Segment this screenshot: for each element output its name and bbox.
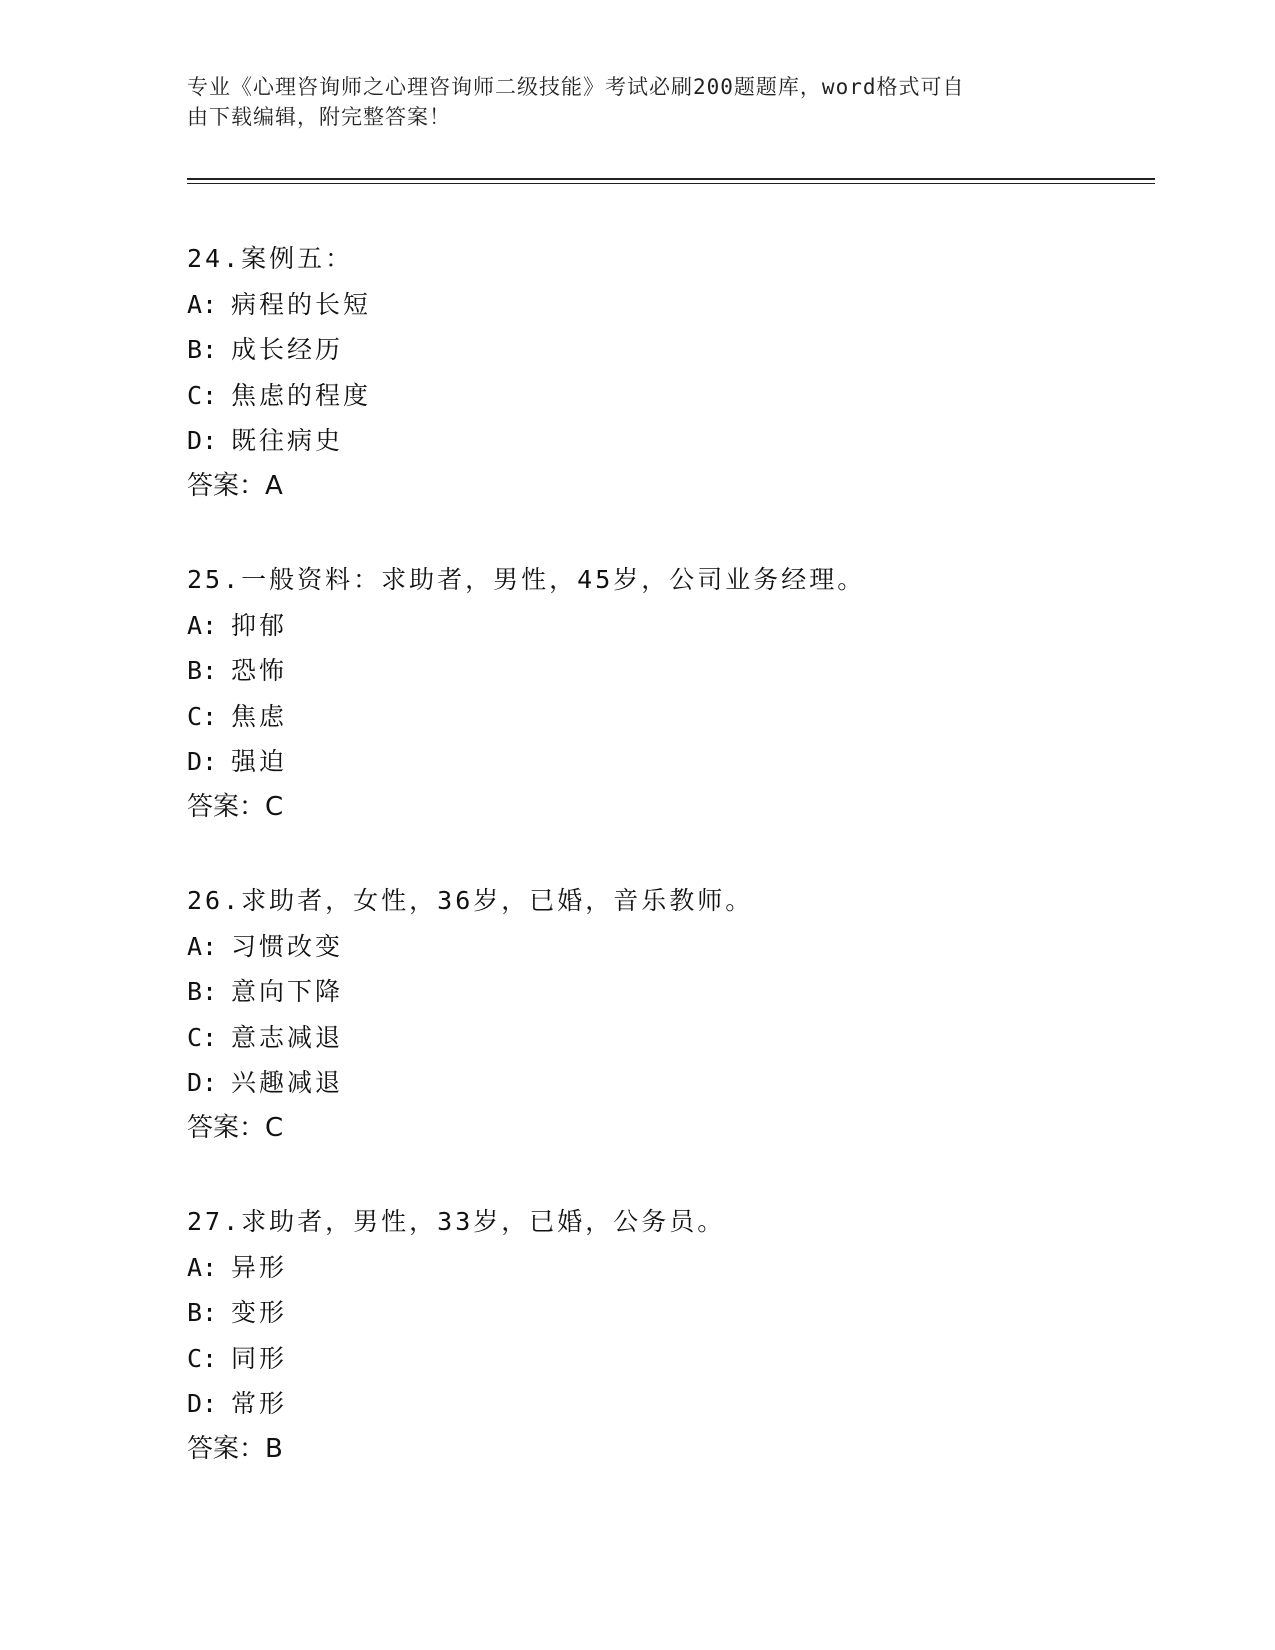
option-a — [187, 282, 1147, 328]
option-a — [187, 1245, 1147, 1291]
option-text: 意志减退 — [231, 1022, 344, 1052]
question-25 — [187, 557, 1147, 830]
option-letter: B: — [187, 335, 218, 364]
option-letter: B: — [187, 977, 218, 1006]
option-text: 既往病史 — [231, 426, 344, 455]
option-b — [187, 648, 1147, 694]
option-c — [187, 1336, 1147, 1382]
option-c — [187, 373, 1147, 419]
header-divider-thick — [187, 178, 1155, 180]
option-a — [187, 603, 1147, 649]
option-text: 意向下降 — [231, 977, 344, 1006]
option-letter: B: — [187, 656, 218, 685]
option-text: 恐怖 — [231, 656, 288, 685]
question-24 — [187, 236, 1147, 509]
answer-text: 答案：A — [187, 470, 283, 501]
option-c — [187, 1015, 1147, 1061]
option-c — [187, 694, 1147, 740]
option-text: 异形 — [231, 1252, 288, 1282]
document-header — [187, 72, 1067, 132]
option-a — [187, 924, 1147, 970]
option-letter: A: — [187, 610, 218, 640]
question-text: 26.求助者，女性，36岁，已婚，音乐教师。 — [187, 886, 754, 915]
header-divider-thin — [187, 183, 1155, 184]
option-d — [187, 1381, 1147, 1427]
option-letter: D: — [187, 1389, 218, 1418]
option-letter: C: — [187, 380, 218, 410]
option-letter: C: — [187, 1343, 218, 1373]
option-text: 兴趣减退 — [231, 1068, 344, 1097]
option-letter: D: — [187, 747, 218, 776]
option-letter: C: — [187, 701, 218, 731]
option-letter: A: — [187, 1252, 218, 1282]
option-b — [187, 1290, 1147, 1336]
option-letter: B: — [187, 1298, 218, 1327]
option-b — [187, 969, 1147, 1015]
question-27 — [187, 1199, 1147, 1472]
option-text: 病程的长短 — [231, 289, 372, 319]
option-text: 习惯改变 — [231, 931, 344, 961]
option-letter: D: — [187, 1068, 218, 1097]
option-d — [187, 739, 1147, 785]
question-text: 27.求助者，男性，33岁，已婚，公务员。 — [187, 1207, 726, 1236]
option-text: 焦虑的程度 — [231, 380, 372, 410]
question-26 — [187, 878, 1147, 1151]
option-letter: A: — [187, 931, 218, 961]
answer-text: 答案：C — [187, 791, 284, 822]
option-letter: D: — [187, 426, 218, 455]
option-text: 强迫 — [231, 747, 288, 776]
option-text: 抑郁 — [231, 610, 288, 640]
answer-text: 答案：C — [187, 1112, 284, 1143]
option-b — [187, 327, 1147, 373]
option-d — [187, 418, 1147, 464]
option-text: 常形 — [231, 1389, 288, 1418]
answer-text: 答案：B — [187, 1433, 283, 1464]
option-text: 焦虑 — [231, 701, 288, 731]
header-line-1: 专业《心理咨询师之心理咨询师二级技能》考试必刷200题题库，word格式可自 — [187, 75, 965, 99]
option-letter: A: — [187, 289, 218, 319]
option-text: 同形 — [231, 1343, 288, 1373]
option-d — [187, 1060, 1147, 1106]
option-letter: C: — [187, 1022, 218, 1052]
question-text: 25.一般资料：求助者，男性，45岁，公司业务经理。 — [187, 565, 866, 594]
option-text: 成长经历 — [231, 335, 344, 364]
option-text: 变形 — [231, 1298, 288, 1327]
question-list — [187, 236, 1147, 1520]
question-text: 24.案例五： — [187, 244, 354, 273]
header-line-2: 由下载编辑，附完整答案！ — [187, 105, 451, 129]
